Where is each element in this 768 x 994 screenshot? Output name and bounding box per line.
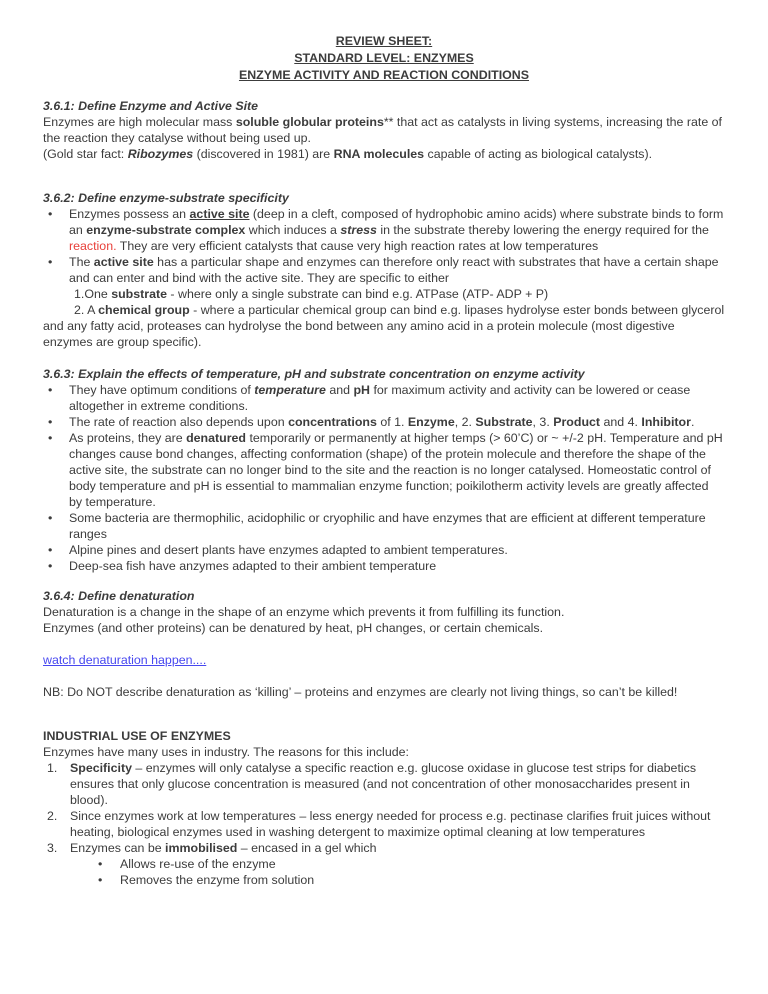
bullet-icon: • <box>48 511 53 525</box>
item-number: 1. <box>47 761 58 775</box>
text-run: Enzymes (and other proteins) can be denatured by heat, pH changes, or certain chemicals. <box>43 621 544 635</box>
paragraph <box>43 744 725 760</box>
item-number: 2. <box>47 809 58 823</box>
text-run: Denaturation is a change in the shape of an enzyme which prevents it from fulfilling its function. <box>43 605 565 619</box>
text-run: in the substrate thereby lowering the energy required for the <box>376 223 709 237</box>
text-run: Enzymes are high molecular mass <box>43 115 236 129</box>
denaturation-video-link[interactable] <box>43 653 206 667</box>
paragraph <box>43 620 725 636</box>
text-run: – enzymes will only catalyse a specific reaction e.g. glucose oxidase in glucose test strips for diabetics ensures that only glucose concentration is measured (and not concentration of other monosaccharides present in blood). <box>70 761 697 807</box>
text-run: Removes the enzyme from solution <box>120 873 315 887</box>
text-run: 1.One <box>74 287 112 301</box>
text-run: Since enzymes work at low temperatures – less energy needed for process e.g. pectinase clarifies fruit juices without heating, biological enzymes used in washing detergent to maximize optimal cleaning at low temperatures <box>70 809 711 839</box>
text-run: 3.6.4: Define denaturation <box>43 589 195 603</box>
paragraph <box>43 604 725 620</box>
text-run: denatured <box>186 431 246 445</box>
text-run: temporarily or permanently at higher temps (> 60’C) or ~ +/-2 pH. Temperature and pH changes cause bond changes, affecting conformation (shape) of the protein molecule and therefore the shape of the active site, the substrate can no longer bind to the site and the reaction is no longer catalysed. Homeostatic control of body temperature and pH is essential to mammalian enzyme function; poikilotherm activity levels are greatly affected by temperature. <box>69 431 723 509</box>
spacer <box>43 668 725 684</box>
item-number: 3. <box>47 841 58 855</box>
bullet-item <box>43 254 725 286</box>
text-run: for maximum activity and activity can be lowered or cease altogether in extreme conditions. <box>69 383 691 413</box>
text-run: - where a particular chemical group can bind e.g. lipases hydrolyse ester bonds between glycerol and any fatty acid, proteases can hydrolyse the bond between any amino acid in a protein molecule (most digestive enzymes are group specific). <box>43 303 725 349</box>
item-text <box>70 808 725 840</box>
text-run: 3.6.3: Explain the effects of temperature, pH and substrate concentration on enzyme activity <box>43 367 585 381</box>
item-text <box>69 510 725 542</box>
text-run: active site <box>189 207 250 221</box>
text-run: – encased in a gel which <box>237 841 377 855</box>
text-run: Enzyme <box>407 415 455 429</box>
text-run: substrate <box>111 287 167 301</box>
spacer <box>43 350 725 366</box>
doc-title-line <box>43 67 725 84</box>
text-run: Enzymes possess an <box>69 207 190 221</box>
section-heading <box>43 98 725 114</box>
text-run: REVIEW SHEET: <box>335 34 433 48</box>
paragraph <box>43 146 725 162</box>
sub-bullet-item <box>43 872 725 888</box>
bullet-item <box>43 206 725 254</box>
text-run: Inhibitor <box>641 415 691 429</box>
bullet-item <box>43 558 725 574</box>
text-run: They are very efficient catalysts that cause very high reaction rates at low temperatures <box>116 239 599 253</box>
text-run: concentrations <box>288 415 377 429</box>
item-text <box>69 414 725 430</box>
text-run: of 1. <box>376 415 408 429</box>
spacer <box>43 700 725 728</box>
text-run: Ribozymes <box>127 147 194 161</box>
numbered-item <box>43 760 725 808</box>
item-text <box>69 542 725 558</box>
item-text <box>70 760 725 808</box>
text-run: temperature <box>254 383 326 397</box>
bullet-icon: • <box>48 431 53 445</box>
text-run: NB: Do NOT describe denaturation as ‘killing’ – proteins and enzymes are clearly not living things, so can’t be killed! <box>43 685 678 699</box>
text-run: - where only a single substrate can bind e.g. ATPase (ATP- ADP + P) <box>166 287 549 301</box>
spacer <box>43 636 725 652</box>
text-run: They have optimum conditions of <box>69 383 255 397</box>
document-body <box>43 33 725 888</box>
bullet-icon: • <box>48 543 53 557</box>
bullet-item <box>43 430 725 510</box>
text-run: (discovered in 1981) are <box>193 147 334 161</box>
text-run: (Gold star fact: <box>43 147 128 161</box>
item-text <box>69 558 725 574</box>
bullet-icon: • <box>48 255 53 269</box>
paragraph <box>43 684 725 700</box>
text-run: which induces a <box>245 223 341 237</box>
item-text <box>69 254 725 286</box>
text-run: 2. A <box>74 303 99 317</box>
section-heading <box>43 190 725 206</box>
item-text <box>70 840 725 856</box>
spacer <box>43 162 725 190</box>
text-run: stress <box>340 223 377 237</box>
section-heading <box>43 728 725 744</box>
text-run: has a particular shape and enzymes can therefore only react with substrates that have a certain shape and can enter and bind with the active site. They are specific to either <box>69 255 719 285</box>
text-run: ** that act as catalysts in living systems, increasing the rate of the reaction they catalyse without being used up. <box>43 115 722 145</box>
bullet-item <box>43 382 725 414</box>
bullet-icon: • <box>48 559 53 573</box>
numbered-item <box>43 840 725 856</box>
paragraph <box>43 114 725 146</box>
section-heading <box>43 588 725 604</box>
text-run: pH <box>353 383 370 397</box>
text-run: 3.6.2: Define enzyme-substrate specificity <box>43 191 289 205</box>
text-run: Substrate <box>475 415 533 429</box>
text-run: and 4. <box>600 415 642 429</box>
item-text <box>69 382 725 414</box>
text-run: 3.6.1: Define Enzyme and Active Site <box>43 99 259 113</box>
item-text <box>120 856 725 872</box>
bullet-item <box>43 414 725 430</box>
text-run: immobilised <box>165 841 238 855</box>
bullet-item <box>43 542 725 558</box>
doc-title-line <box>43 33 725 50</box>
text-run: and <box>325 383 354 397</box>
bullet-icon: • <box>48 207 53 221</box>
text-run: Alpine pines and desert plants have enzymes adapted to ambient temperatures. <box>69 543 508 557</box>
text-run: Specificity <box>70 761 132 775</box>
hyperlink[interactable] <box>43 652 725 668</box>
text-run: . <box>690 415 695 429</box>
text-run: , 3. <box>532 415 554 429</box>
text-run: As proteins, they are <box>69 431 187 445</box>
paragraph <box>43 286 725 302</box>
text-run: STANDARD LEVEL: ENZYMES <box>294 51 474 65</box>
doc-title-line <box>43 50 725 67</box>
spacer <box>43 84 725 98</box>
item-text <box>69 430 725 510</box>
text-run: Some bacteria are thermophilic, acidophilic or cryophilic and have enzymes that are efficient at different temperature ranges <box>69 511 706 541</box>
spacer <box>43 574 725 588</box>
text-run: capable of acting as biological catalysts). <box>424 147 653 161</box>
text-run: Product <box>553 415 601 429</box>
item-text <box>69 206 725 254</box>
text-run: Allows re-use of the enzyme <box>120 857 276 871</box>
text-run: Enzymes have many uses in industry. The reasons for this include: <box>43 745 409 759</box>
bullet-icon: • <box>98 857 103 871</box>
text-run: The rate of reaction also depends upon <box>69 415 289 429</box>
section-heading <box>43 366 725 382</box>
paragraph <box>43 302 725 350</box>
text-run: The <box>69 255 94 269</box>
sub-bullet-item <box>43 856 725 872</box>
text-run: , 2. <box>454 415 476 429</box>
text-run: RNA molecules <box>333 147 425 161</box>
text-run: watch denaturation happen.... <box>43 653 207 667</box>
bullet-icon: • <box>48 415 53 429</box>
bullet-item <box>43 510 725 542</box>
bullet-icon: • <box>48 383 53 397</box>
text-run: ENZYME ACTIVITY AND REACTION CONDITIONS <box>238 68 530 82</box>
text-run: INDUSTRIAL USE OF ENZYMES <box>43 729 231 743</box>
numbered-item <box>43 808 725 840</box>
text-run: soluble globular proteins <box>235 115 384 129</box>
text-run: reaction. <box>69 239 117 253</box>
text-run: chemical group <box>98 303 190 317</box>
text-run: Deep-sea fish have anzymes adapted to their ambient temperature <box>69 559 437 573</box>
text-run: (deep in a cleft, composed of hydrophobic amino acids) where substrate binds to form an <box>69 207 724 237</box>
text-run: Enzymes can be <box>70 841 166 855</box>
text-run: enzyme-substrate complex <box>86 223 246 237</box>
item-text <box>120 872 725 888</box>
bullet-icon: • <box>98 873 103 887</box>
text-run: active site <box>93 255 154 269</box>
